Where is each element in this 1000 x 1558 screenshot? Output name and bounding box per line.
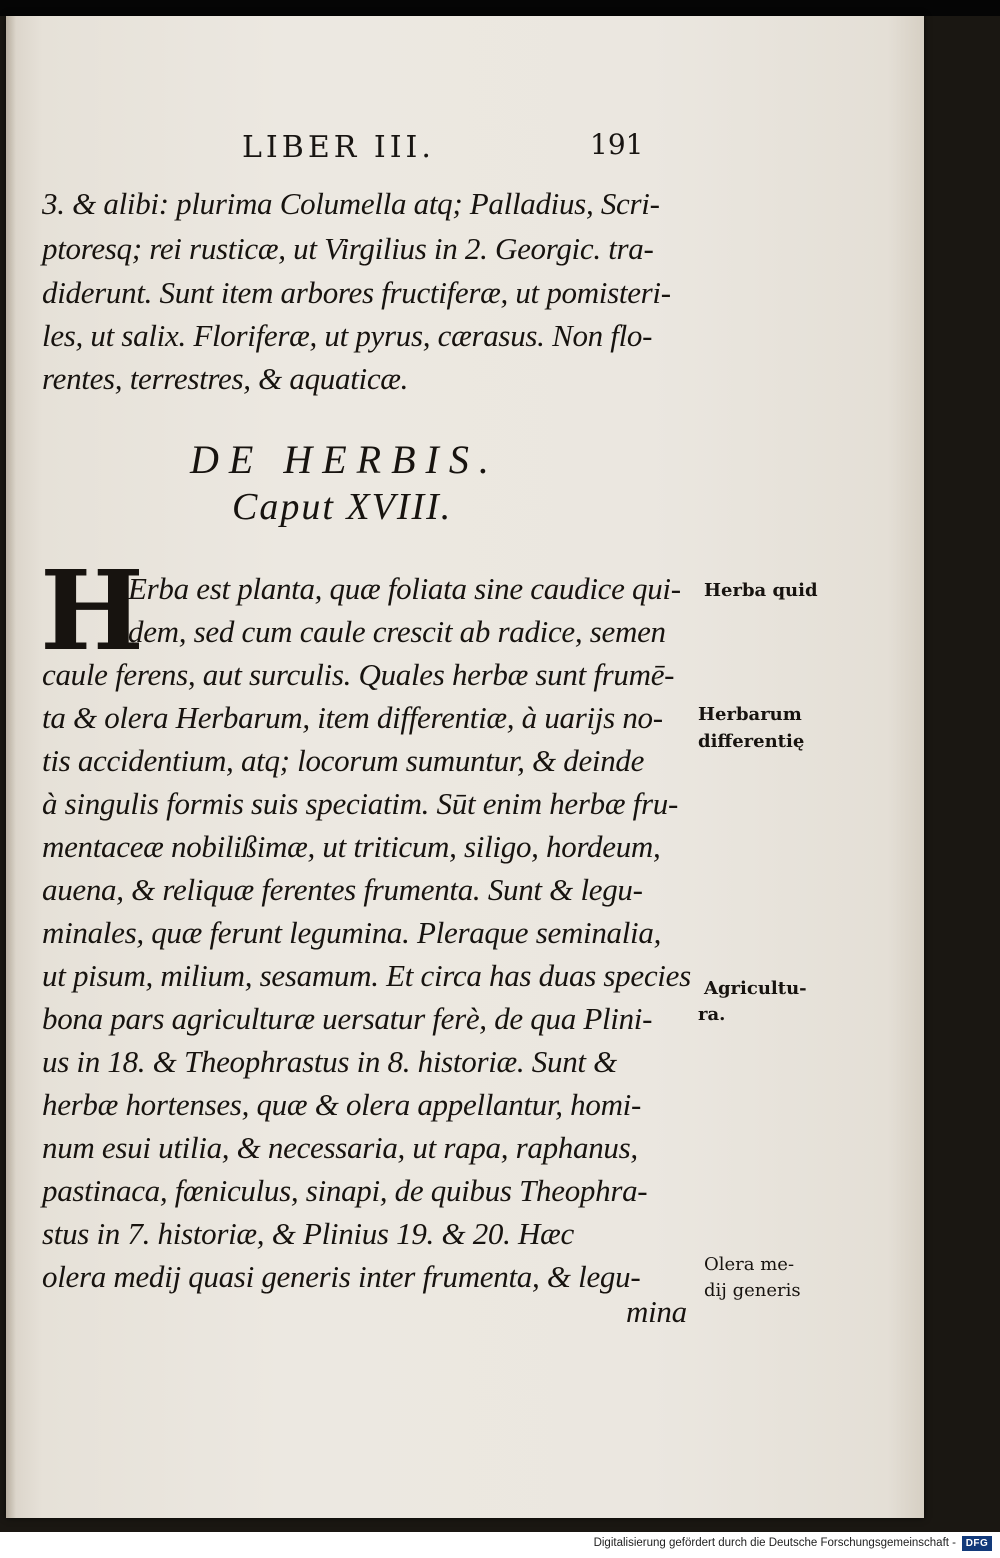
body-line: ut pisum, milium, sesamum. Et circa has duas species <box>42 958 691 993</box>
margin-note-herbarum: Herbarum <box>698 704 802 725</box>
catchword: mina <box>626 1294 687 1329</box>
margin-note-olera-medii-cont: dij generis <box>704 1280 801 1301</box>
scan-top-border <box>0 0 1000 16</box>
page-gutter-shadow <box>6 16 16 1518</box>
body-line: minales, quæ ferunt legumina. Pleraque seminalia, <box>42 915 662 950</box>
body-line: bona pars agriculturæ uersatur ferè, de qua Plini- <box>42 1001 653 1036</box>
body-line: num esui utilia, & necessaria, ut rapa, raphanus, <box>42 1130 638 1165</box>
body-line: us in 18. & Theophrastus in 8. historiæ. Sunt & <box>42 1044 617 1079</box>
body-line: auena, & reliquæ ferentes frumenta. Sunt & legu- <box>42 872 643 907</box>
running-head: LIBER III. <box>242 130 435 165</box>
body-line: caule ferens, aut surculis. Quales herbæ sunt frumē- <box>42 657 675 692</box>
body-line: olera medij quasi generis inter frumenta, & legu- <box>42 1259 641 1294</box>
folio-number: 191 <box>590 128 644 161</box>
intro-line: les, ut salix. Floriferæ, ut pyrus, cærasus. Non flo- <box>42 318 653 353</box>
body-line: Erba est planta, quæ foliata sine caudice qui- <box>128 571 681 606</box>
drop-cap: H <box>40 546 144 675</box>
margin-note-agricultura-cont: ra. <box>698 1004 726 1025</box>
margin-note-differentiae: differentię <box>698 731 805 752</box>
body-line: herbæ hortenses, quæ & olera appellantur, homi- <box>42 1087 641 1122</box>
footer-bar <box>0 1532 1000 1558</box>
intro-line: diderunt. Sunt item arbores fructiferæ, ut pomisteri- <box>42 275 671 310</box>
margin-note-olera-medii: Olera me- <box>704 1254 795 1275</box>
body-line: tis accidentium, atq; locorum sumuntur, & deinde <box>42 743 645 778</box>
body-line: ta & olera Herbarum, item differentiæ, à uarijs no- <box>42 700 663 735</box>
chapter-subtitle: Caput XVIII. <box>232 486 453 528</box>
body-line: mentaceæ nobilißimæ, ut triticum, siligo, hordeum, <box>42 829 661 864</box>
digitization-credit: Digitalisierung gefördert durch die Deutsche Forschungsgemeinschaft - <box>593 1537 956 1549</box>
intro-line: 3. & alibi: plurima Columella atq; Palladius, Scri- <box>42 186 660 221</box>
body-line: stus in 7. historiæ, & Plinius 19. & 20. Hæc <box>42 1216 574 1251</box>
body-line: dem, sed cum caule crescit ab radice, semen <box>128 614 666 649</box>
intro-line: rentes, terrestres, & aquaticæ. <box>42 361 409 396</box>
intro-line: ptoresq; rei rusticæ, ut Virgilius in 2. Georgic. tra- <box>42 231 654 266</box>
margin-note-herba-quid: Herba quid <box>704 580 818 601</box>
chapter-title: DE HERBIS. <box>190 437 499 482</box>
body-line: à singulis formis suis speciatim. Sūt enim herbæ fru- <box>42 786 678 821</box>
dfg-logo-icon: DFG <box>962 1536 992 1551</box>
margin-note-agricultura: Agricultu- <box>704 978 807 999</box>
body-line: pastinaca, fœniculus, sinapi, de quibus Theophra- <box>42 1173 648 1208</box>
